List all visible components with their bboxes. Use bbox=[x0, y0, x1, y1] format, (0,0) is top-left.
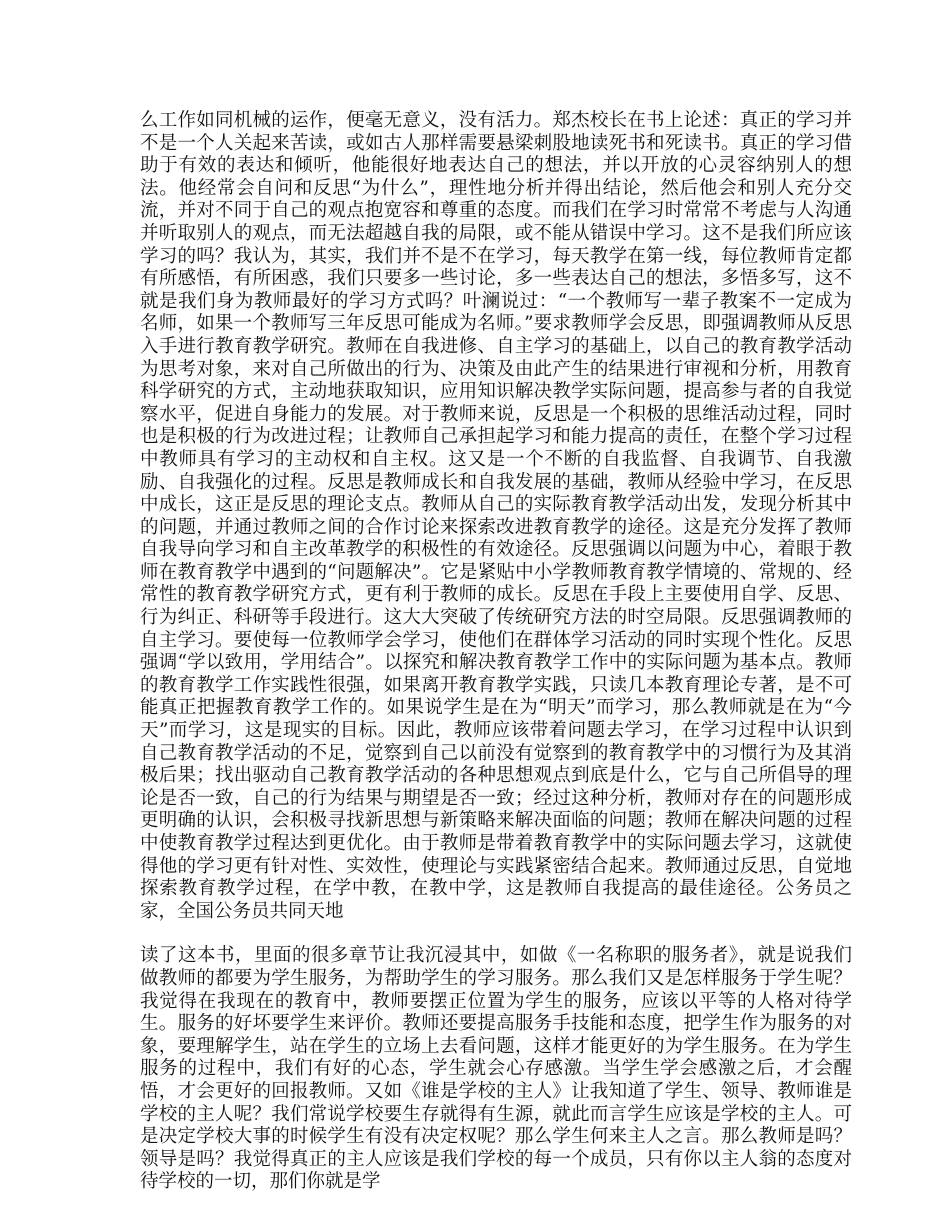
paragraph-service: 读了这本书，里面的很多章节让我沉浸其中，如做《一名称职的服务者》，就是说我们做教师的都要为学生服务，为帮助学生的学习服务。那么我们又是怎样服务于学生呢？我觉得在我现在的教育中，教师要摆正位置为学生的服务，应该以平等的人格对待学生。服务的好坏要学生来评价。教师还要提高服务手技能和态度，把学生作为服务的对象，要理解学生，站在学生的立场上去看问题，这样才能更好的为学生服务。在为学生服务的过程中，我们有好的心态，学生就会心存感激。当学生学会感激之后，才会醒悟，才会更好的回报教师。又如《谁是学校的主人》让我知道了学生、领导、教师谁是学校的主人呢？我们常说学校要生存就得有生源，就此而言学生应该是学校的主人。可是决定学校大事的时候学生有没有决定权呢？那么学生何来主人之言。那么教师是吗？领导是吗？我觉得真正的主人应该是我们学校的每一个成员，只有你以主人翁的态度对待学校的一切，那们你就是学 bbox=[140, 945, 852, 1193]
paragraph-reflection: 么工作如同机械的运作，便毫无意义，没有活力。郑杰校长在书上论述：真正的学习并不是一个人关起来苦读，或如古人那样需要悬梁刺股地读死书和死读书。真正的学习借助于有效的表达和倾听，他能很好地表达自己的想法，并以开放的心灵容纳别人的想法。他经常会自问和反思“为什么”，理性地分析并得出结论，然后他会和别人充分交流，并对不同于自己的观点抱宽容和尊重的态度。而我们在学习时常常不考虑与人沟通并听取别人的观点，而无法超越自我的局限，或不能从错误中学习。这不是我们所应该学习的吗？我认为，其实，我们并不是不在学习，每天教学在第一线，每位教师肯定都有所感悟，有所困惑，我们只要多一些讨论，多一些表达自己的想法，多悟多写，这不就是我们身为教师最好的学习方式吗？叶澜说过：“一个教师写一辈子教案不一定成为名师，如果一个教师写三年反思可能成为名师。”要求教师学会反思，即强调教师从反思入手进行教育教学研究。教师在自我进修、自主学习的基础上，以自己的教育教学活动为思考对象，来对自己所做出的行为、决策及由此产生的结果进行审视和分析，用教育科学研究的方式，主动地获取知识，应用知识解决教学实际问题，提高参与者的自我觉察水平，促进自身能力的发展。对于教师来说，反思是一个积极的思维活动过程，同时也是积极的行为改进过程；让教师自己承担起学习和能力提高的责任，在整个学习过程中教师具有学习的主动权和自主权。这又是一个不断的自我监督、自我调节、自我激励、自我强化的过程。反思是教师成长和自我发展的基础，教师从经验中学习，在反思中成长，这正是反思的理论支点。教师从自己的实际教育教学活动出发，发现分析其中的问题，并通过教师之间的合作讨论来探索改进教育教学的途径。这是充分发挥了教师自我导向学习和自主改革教学的积极性的有效途径。反思强调以问题为中心，着眼于教师在教育教学中遇到的“问题解决”。它是紧贴中小学教师教育教学情境的、常规的、经常性的教育教学研究方式，更有利于教师的成长。反思在手段上主要使用自学、反思、行为纠正、科研等手段进行。这大大突破了传统研究方法的时空局限。反思强调教师的自主学习。要使每一位教师学会学习，使他们在群体学习活动的同时实现个性化。反思强调“学以致用，学用结合”。以探究和解决教育教学工作中的实际问题为基本点。教师的教育教学工作实践性很强，如果离开教育教学实践，只读几本教育理论专著，是不可能真正把握教育教学工作的。如果说学生是在为“明天”而学习，那么教师就是在为“今天”而学习，这是现实的目标。因此，教师应该带着问题去学习，在学习过程中认识到自己教育教学活动的不足，觉察到自己以前没有觉察到的教育教学中的习惯行为及其消极后果；找出驱动自己教育教学活动的各种思想观点到底是什么，它与自己所倡导的理论是否一致，自己的行为结果与期望是否一致；经过这种分析，教师对存在的问题形成更明确的认识，会积极寻找新思想与新策略来解决面临的问题；教师在解决问题的过程中使教育教学过程达到更优化。由于教师是带着教育教学中的实际问题去学习，这就使得他的学习更有针对性、实效性，使理论与实践紧密结合起来。教师通过反思，自觉地探索教育教学过程，在学中教，在教中学，这是教师自我提高的最佳途径。公务员之家，全国公务员共同天地 bbox=[140, 110, 852, 922]
document-page bbox=[140, 110, 852, 1194]
